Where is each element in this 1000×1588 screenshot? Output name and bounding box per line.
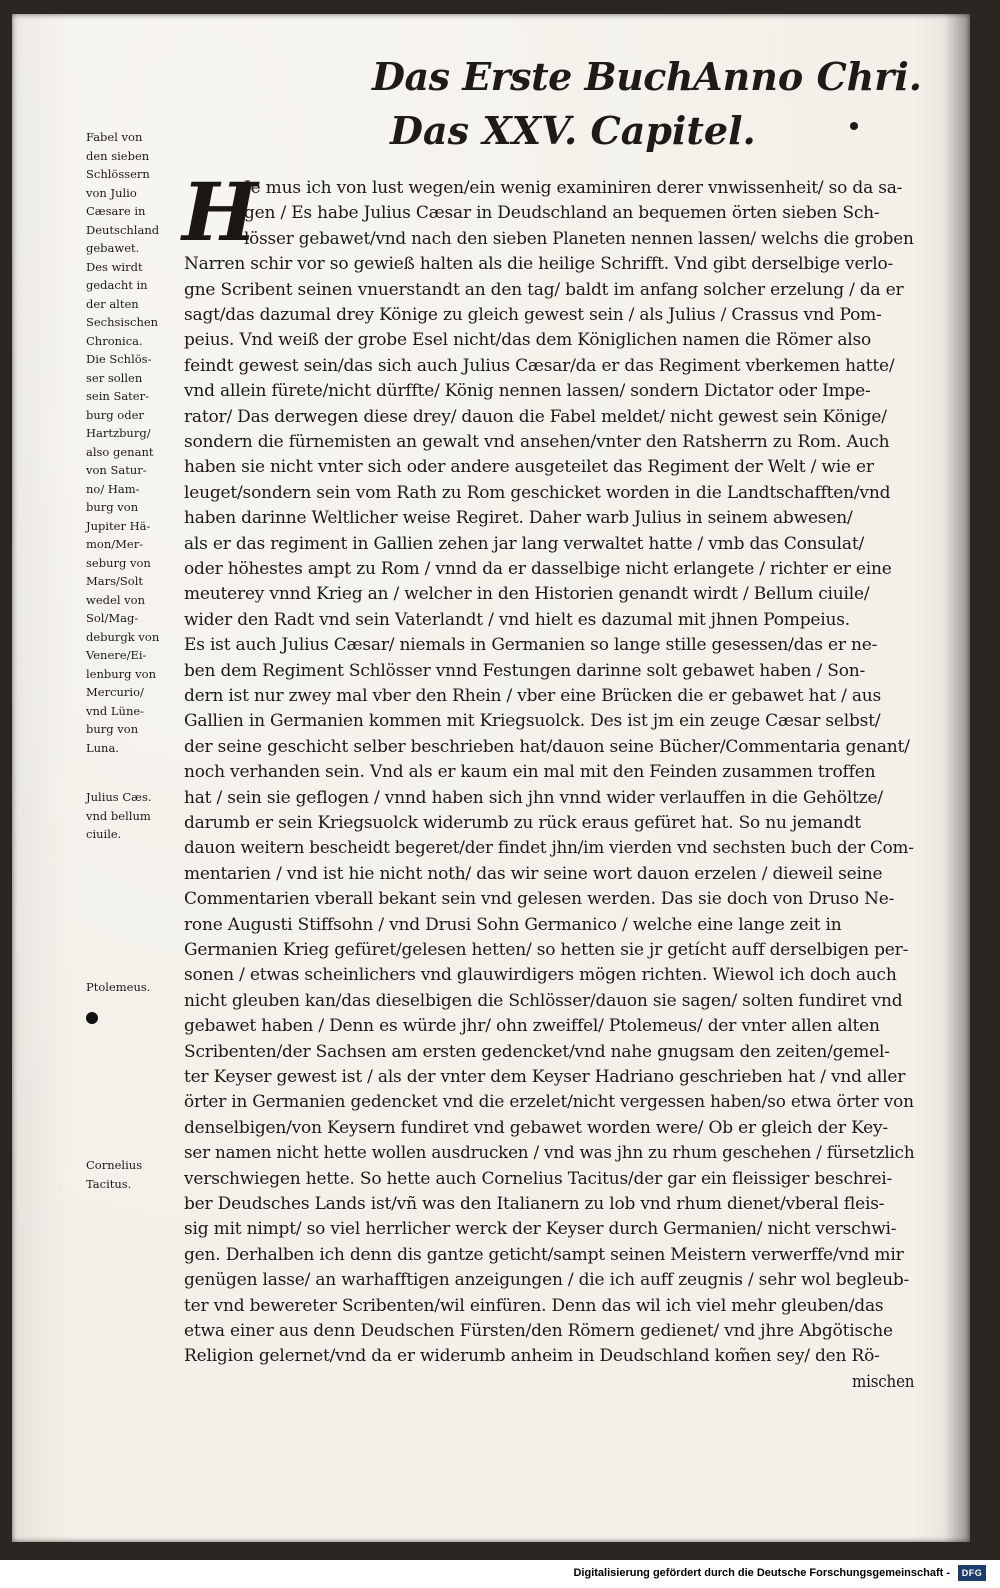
page-edge-shadow [944, 14, 970, 1542]
body-line: sig mit nimpt/ so viel herrlicher werck der Keyser durch Germanien/ nicht verschwi- [184, 1219, 897, 1240]
body-line: vnd allein fürete/nicht dürffte/ König nennen lassen/ sondern Dictator oder Impe- [184, 381, 871, 402]
body-line: meuterey vnnd Krieg an / welcher in den Historien genandt wirdt / Bellum ciuile/ [184, 584, 870, 605]
body-line: gen. Derhalben ich denn dis gantze geticht/sampt seinen Meistern verwerffe/vnd mir [184, 1244, 904, 1265]
body-line: gebawet haben / Denn es würde jhr/ ohn zweiffel/ Ptolemeus/ der vnter allen alten [184, 1016, 880, 1037]
body-line: oder höhestes ampt zu Rom / vnnd da er dasselbige nicht erlangete / richter er eine [184, 559, 892, 579]
body-line: leuget/sondern sein vom Rath zu Rom geschicket worden in die Landtschafften/vnd [184, 482, 891, 503]
body-line: nicht gleuben kan/das dieselbigen die Schlösser/dauon sie sagen/ solten fundiret vnd [184, 990, 903, 1011]
body-line: Scribenten/der Sachsen am ersten gedencket/vnd nahe gnugsam den zeiten/gemel- [184, 1041, 890, 1062]
body-line: sagt/das dazumal drey Könige zu gleich gewest sein / als Julius / Crassus vnd Pom- [184, 305, 882, 325]
chapter-heading: Das XXV. Capitel. [390, 108, 756, 153]
body-line: darumb er sein Kriegsuolck widerumb zu rück eraus gefüret hat. So nu jemandt [184, 813, 861, 833]
body-line: dern ist nur zwey mal vber den Rhein / vber eine Brücken die er gebawet hat / aus [184, 686, 882, 706]
running-year-label: Anno Chri. [693, 54, 922, 99]
body-line: ter vnd bewereter Scribenten/wil einfüren. Denn das wil ich viel mehr gleuben/das [184, 1295, 884, 1316]
body-line: wider den Radt vnd sein Vaterlandt / vnd hielt es dazumal mit jhnen Pompeius. [184, 609, 850, 630]
funding-credit: Digitalisierung gefördert durch die Deutsche Forschungsgemeinschaft - [573, 1567, 950, 1579]
dfg-logo: DFG [958, 1565, 986, 1581]
margin-bullet-icon [86, 1012, 98, 1024]
body-line: gne Scribent seinen vnuerstandt an den tag/ baldt im anfang solcher erzelung / da er [184, 279, 904, 300]
body-line: ser namen nicht hette wollen ausdrucken / vnd was jhn zu rhum geschehen / fürsetzlich [184, 1143, 915, 1164]
body-line: etwa einer aus denn Deudschen Fürsten/den Römern gedienet/ vnd jhre Abgötische [184, 1321, 893, 1341]
body-line: Germanien Krieg gefüret/gelesen hetten/ so hetten sie jr getícht auff derselbigen per- [184, 940, 909, 960]
body-line: haben darinne Weltlicher weise Regiret. Daher warb Julius in seinem abwesen/ [184, 508, 853, 529]
body-line: noch verhanden sein. Vnd als er kaum ein mal mit den Feinden zusammen troffen [184, 762, 876, 783]
margin-note-fabel: Fabel von den sieben Schlössern von Julio Cæsare in Deutschland gebawet. Des wirdt gedacht in der alten Sechsischen Chronica. Die Schlös- ser sollen sein Sater- burg oder Hartzburg/ also genant von Satur- no/ Ham- burg von Jupiter Hä- mon/Mer- seburg von Mars/Solt wedel von Sol/Mag- deburgk von Venere/Ei- lenburg von Mercurio/ vnd Lüne- burg von Luna. [86, 130, 160, 755]
body-line: denselbigen/von Keysern fundiret vnd gebawet worden were/ Ob er gleich der Key- [184, 1117, 888, 1138]
body-line: Religion gelernet/vnd da er widerumb anheim in Deudschland kom̃en sey/ den Rö- [184, 1346, 880, 1367]
body-line: lösser gebawet/vnd nach den sieben Planeten nennen lassen/ welchs die groben [244, 228, 914, 249]
body-line: rator/ Das derwegen diese drey/ dauon die Fabel meldet/ nicht gewest sein Könige/ [184, 406, 887, 427]
running-head [372, 54, 932, 110]
margin-note-ptolemeus: Ptolemeus. [86, 980, 151, 994]
decorative-dot-icon [850, 122, 858, 130]
running-title: Das Erste Buch [372, 54, 694, 99]
body-line: rone Augusti Stiffsohn / vnd Drusi Sohn Germanico / welche eine lange zeit in [184, 914, 842, 935]
body-line: Gallien in Germanien kommen mit Kriegsuolck. Des ist jm ein zeuge Cæsar selbst/ [184, 711, 881, 732]
body-line: gen / Es habe Julius Cæsar in Deudschland an bequemen örten sieben Sch- [244, 203, 880, 224]
footer-bar [0, 1560, 1000, 1588]
body-line: peius. Vnd weiß der grobe Esel nicht/das dem Königlichen namen die Römer also [184, 330, 872, 351]
body-line: feindt gewest sein/das sich auch Julius Cæsar/da er das Regiment vberkemen hatte/ [184, 355, 895, 376]
body-line: haben sie nicht vnter sich oder andere ausgeteilet das Regiment der Welt / wie er [184, 457, 874, 478]
body-line: sondern die fürnemisten an gewalt vnd ansehen/vnter den Ratsherrn zu Rom. Auch [184, 432, 890, 452]
body-line: örter in Germanien gedencket vnd die erzelet/nicht vergessen haben/so etwa örter von [184, 1092, 914, 1113]
body-line: sonen / etwas scheinlichers vnd glauwirdigers mögen richten. Wiewol ich doch auch [184, 965, 897, 986]
margin-note-julius: Julius Cæs. vnd bellum ciuile. [86, 790, 152, 841]
body-line: dauon weitern bescheidt begeret/der findet jhn/im vierden vnd sechsten buch der Com- [184, 838, 914, 859]
body-line: mentarien / vnd ist hie nicht noth/ das wir seine wort dauon erzelen / dieweil seine [184, 863, 883, 884]
body-line: Es ist auch Julius Cæsar/ niemals in Germanien so lange stille gesessen/das er ne- [184, 635, 878, 656]
body-line: Je mus ich von lust wegen/ein wenig examiniren derer vnwissenheit/ so da sa- [244, 178, 903, 198]
body-line: Narren schir vor so gewieß halten als die heilige Schrifft. Vnd gibt derselbige verlo- [184, 254, 894, 275]
body-line: ber Deudsches Lands ist/vñ was den Italianern zu lob vnd rhum dienet/vberal fleis- [184, 1194, 885, 1214]
body-line: mischen [852, 1371, 915, 1392]
drop-cap-initial: H [182, 165, 258, 259]
body-line: genügen lasse/ an warhafftigen anzeigungen / die ich auff zeugnis / sehr wol begleub- [184, 1270, 910, 1291]
body-line: Commentarien vberall bekant sein vnd gelesen werden. Das sie doch von Druso Ne- [184, 889, 895, 910]
body-line: hat / sein sie geflogen / vnnd haben sich jhn vnnd wider verlauffen in die Gehöltze/ [184, 787, 883, 808]
body-line: ter Keyser gewest ist / als der vnter dem Keyser Hadriano geschrieben hat / vnd aller [184, 1067, 906, 1087]
body-line: der seine geschicht selber beschrieben hat/dauon seine Bücher/Commentaria genant/ [184, 736, 910, 757]
body-line: als er das regiment in Gallien zehen jar lang verwaltet hatte / vmb das Consulat/ [184, 533, 864, 554]
body-line: ben dem Regiment Schlösser vnnd Festungen darinne solt gebawet haben / Son- [184, 660, 866, 681]
body-line: verschwiegen hette. So hette auch Cornelius Tacitus/der gar ein fleissiger beschrei- [184, 1168, 893, 1189]
margin-note-tacitus: Cornelius Tacitus. [86, 1158, 143, 1191]
